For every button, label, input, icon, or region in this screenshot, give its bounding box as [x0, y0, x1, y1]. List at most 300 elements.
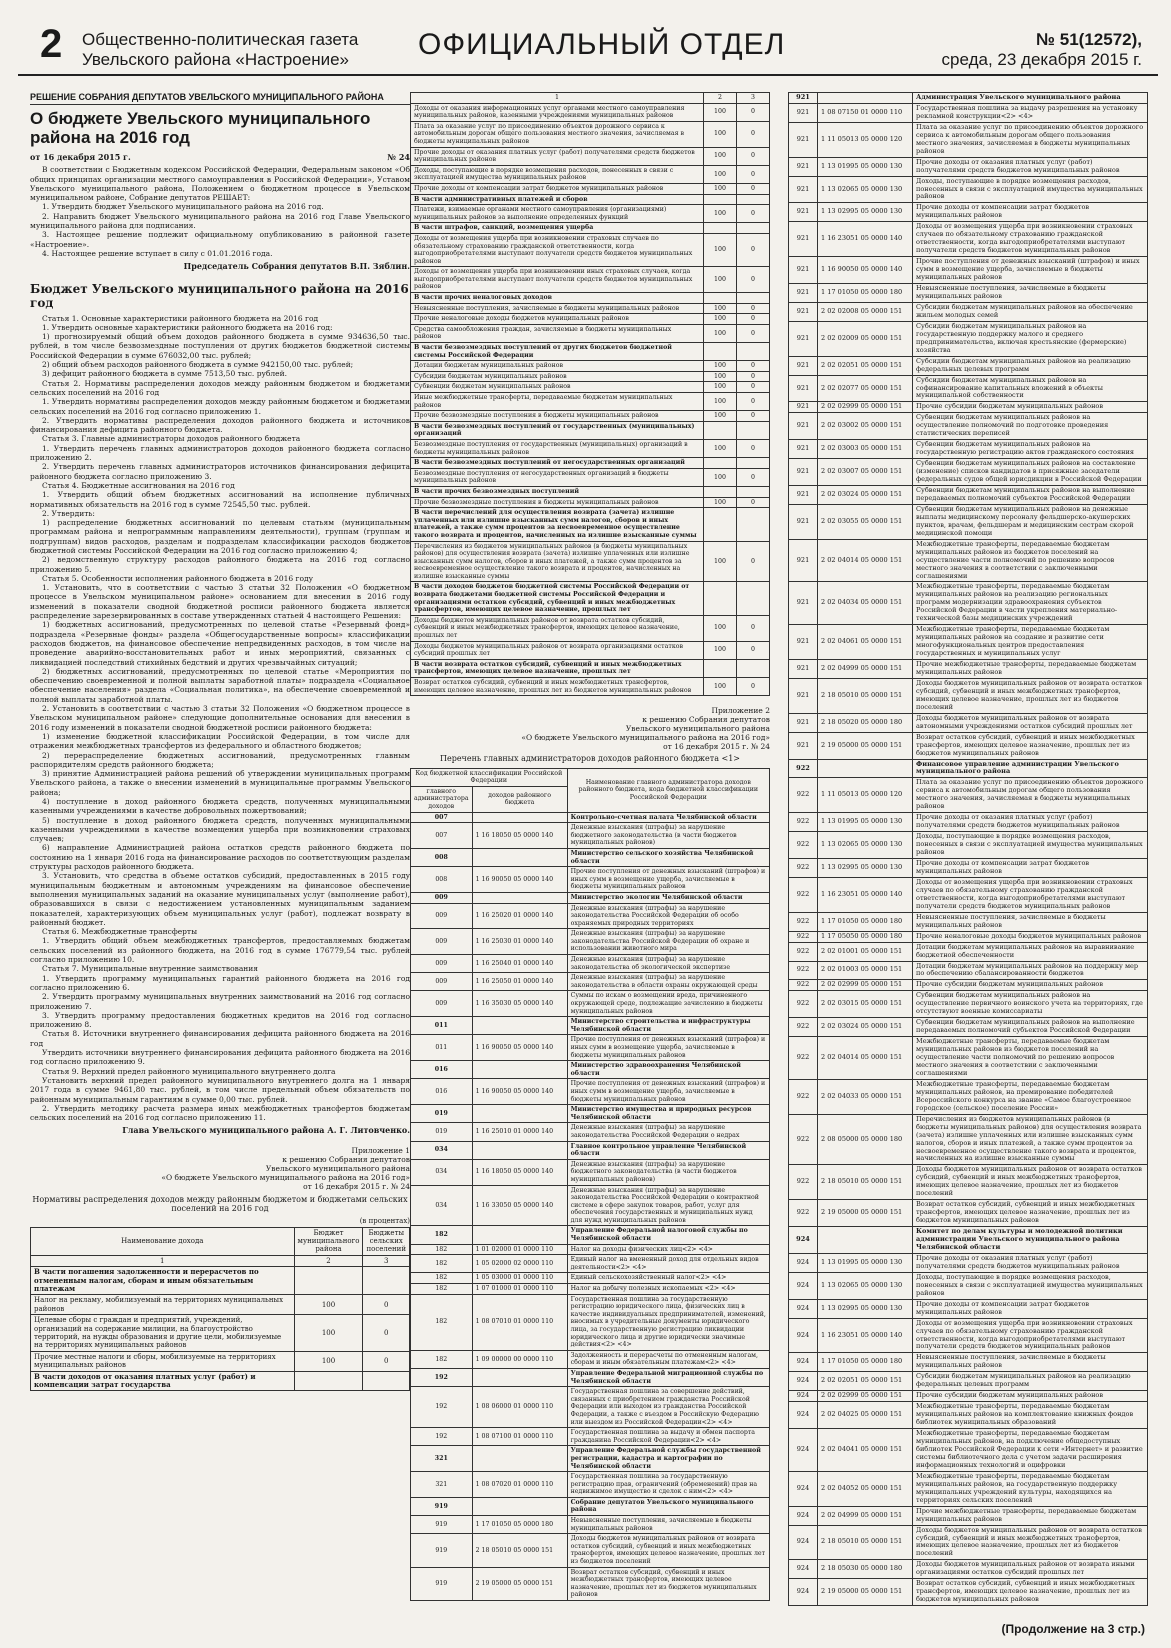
norms-colnum: 3 [363, 1255, 410, 1266]
income-code: 1 16 33050 05 0000 140 [472, 1185, 567, 1226]
income-name: Безвозмездные поступления от негосударственных организаций в бюджеты муниципальных районов [411, 468, 704, 486]
admin-name: Министерство сельского хозяйства Челябинской области [567, 848, 769, 866]
budget-title: Бюджет Увельского муниципального района на 2016 год [30, 281, 409, 310]
income-code: 1 16 25020 01 0000 140 [472, 903, 567, 929]
income-code: 2 18 05020 05 0000 180 [818, 713, 913, 732]
income-code: 2 02 04025 05 0000 151 [818, 1402, 913, 1429]
budget-paragraph: 1) бюджетных ассигнований, предусмотренных по целевой статье «Резервный фонд» подраздела «Резервные фонды» раздела «Общегосударственные вопросы» классификации расходов бюджетов, на финансовое обеспечение непредвиденных расходов, в том числе на проведение аварийно-восстановительных работ и иных мероприятий, связанных с ликвидацией последствий стихийных бедствий и других чрезвычайных ситуаций; [30, 620, 410, 667]
district-share: 100 [704, 497, 737, 508]
admin-name: Контрольно-счетная палата Челябинской области [567, 812, 769, 823]
admin-name: Прочие поступления от денежных взысканий (штрафов) и иных сумм в возмещение ущерба, зачисляемые в бюджеты муниципальных районов [567, 1079, 769, 1105]
admin-name: Доходы бюджетов муниципальных районов от возврата остатков субсидий, субвенций и иных межбюджетных трансфертов, имеющих целевое назначение, прошлых лет из бюджетов поселений [913, 1525, 1148, 1560]
admin-code: 921 [789, 485, 818, 504]
income-code: 2 18 05010 05 0000 151 [818, 1525, 913, 1560]
budget-paragraph: 2. Утвердить: [42, 508, 95, 518]
table-row [31, 1371, 410, 1391]
budget-paragraph: 1. Утвердить нормативы распределения доходов между районным бюджетом и бюджетами сельских поселений на 2016 год согласно приложению 1. [30, 397, 410, 416]
settlement-share: 0 [737, 165, 770, 183]
budget-paragraph: Статья 7. Муниципальные внутренние заимствования [42, 964, 259, 974]
admin-code: 009 [411, 892, 473, 903]
admin-code: 192 [411, 1428, 473, 1446]
income-code [472, 1141, 567, 1159]
budget-paragraph: Установить верхний предел районного муниципального внутреннего долга на 1 января 2017 года в сумме 9461,80 тыс. рублей, в том числе предельный объем обязательств по районным муниципальным гарантиям в сумме 0,00 тыс. рублей. [30, 1075, 410, 1104]
admin-name: Межбюджетные трансферты, передаваемые бюджетам муниципальных районов из бюджетов поселений на осуществление части полномочий по решению вопросов местного значения в соответствии с заключенными соглашениями [913, 1037, 1148, 1080]
table-row [789, 1506, 1148, 1525]
table-row [789, 356, 1148, 375]
table-row [789, 660, 1148, 679]
decision-number: № 24 [387, 152, 410, 162]
income-code: 1 16 25050 01 0000 140 [472, 973, 567, 991]
admin-code: 016 [411, 1079, 473, 1105]
table-row [411, 103, 770, 121]
admin-name: Субвенции бюджетам муниципальных районов на денежные выплаты медицинскому персоналу фельдшерско-акушерских пунктов, врачам, фельдшерам и медицинским сестрам скорой медицинской помощи [913, 504, 1148, 539]
admin-name: Субвенции бюджетам муниципальных районов на осуществление полномочий по подготовке проведения статистических переписей [913, 413, 1148, 440]
table-row [411, 641, 770, 659]
income-code: 1 16 25010 01 0000 140 [472, 1123, 567, 1141]
budget-paragraph: 1) распределение бюджетных ассигнований по целевым статьям (муниципальным программам района и непрограммным направлениям деятельности), группам (группам и подгруппам) видов расходов, разделам и подразделам классификации расходов бюджетов бюджетной системы Российской Федерации на 2016 год согласно приложению 4; [30, 518, 410, 555]
income-code: 2 18 05010 05 0000 151 [818, 678, 913, 713]
norms-header-settlements: Бюджеты сельских поселений [363, 1227, 410, 1255]
admin-code: 924 [789, 1272, 818, 1299]
admins-header-code: Код бюджетной классификации Российской Федерации [411, 768, 568, 786]
admin-name: Доходы бюджетов муниципальных районов от возврата остатков субсидий, субвенций и иных межбюджетных трансфертов, имеющих целевое назначение, прошлых лет из бюджетов поселений [913, 678, 1148, 713]
settlement-share [737, 458, 770, 469]
admin-name: Доходы от возмещения ущерба при возникновении страховых случаев по обязательному страхованию гражданской ответственности, когда выгодоприобретателями выступают получатели средств бюджетов муниципальных районов [913, 877, 1148, 912]
settlement-share: 0 [737, 382, 770, 393]
district-share [704, 421, 737, 439]
admin-code: 009 [411, 929, 473, 955]
table-row [411, 1226, 770, 1244]
table-row [789, 413, 1148, 440]
admin-name: Межбюджетные трансферты, передаваемые бюджетам муниципальных районов на создание и развитие сети многофункциональных центров предоставления государственных и муниципальных услуг [913, 625, 1148, 660]
district-share: 100 [704, 678, 737, 696]
income-name: Доходы бюджетов муниципальных районов от возврата остатков субсидий, субвенций и иных межбюджетных трансфертов, имеющих целевое назначение, прошлых лет [411, 615, 704, 641]
admin-code: 921 [789, 459, 818, 486]
admin-name: Министерство имущества и природных ресурсов Челябинской области [567, 1105, 769, 1123]
admin-code: 922 [789, 942, 818, 961]
district-share: 100 [294, 1351, 363, 1371]
table-row [789, 1353, 1148, 1372]
admin-code: 921 [789, 375, 818, 402]
annex2-caption-line: «О бюджете Увельского муниципального района на 2016 год» [521, 733, 770, 743]
table-row [789, 1402, 1148, 1429]
admin-code: 921 [789, 103, 818, 122]
annex1-caption-line: Увельского муниципального района [265, 1163, 410, 1173]
table-row [31, 1267, 410, 1295]
district-share: 100 [704, 303, 737, 314]
table-row [411, 205, 770, 223]
income-code: 2 02 02999 05 0000 151 [818, 1391, 913, 1402]
budget-paragraph: 2. Утвердить нормативы распределения доходов районного бюджета и источников финансирования дефицита районного бюджета. [30, 415, 410, 435]
income-code: 1 17 01050 05 0000 180 [818, 912, 913, 931]
income-code [472, 1061, 567, 1079]
admin-code: 921 [789, 122, 818, 157]
admin-code: 921 [789, 356, 818, 375]
income-code: 1 17 05050 05 0000 180 [818, 931, 913, 942]
table-row [411, 1185, 770, 1226]
admin-name: Доходы, поступающие в порядке возмещения расходов, понесенных в связи с эксплуатацией имущества муниципальных районов [913, 832, 1148, 859]
income-code: 2 02 03002 05 0000 151 [818, 413, 913, 440]
income-code: 1 16 25040 01 0000 140 [472, 955, 567, 973]
income-code: 2 19 05000 05 0000 151 [818, 732, 913, 759]
district-share: 100 [704, 121, 737, 147]
table-row [411, 1428, 770, 1446]
admin-name: Невыясненные поступления, зачисляемые в бюджеты муниципальных районов [913, 284, 1148, 303]
admin-code: 182 [411, 1294, 473, 1350]
newspaper-name [82, 30, 358, 70]
table-row [789, 103, 1148, 122]
settlement-share: 0 [737, 183, 770, 194]
admin-code: 009 [411, 903, 473, 929]
income-code: 1 16 90050 05 0000 140 [818, 257, 913, 284]
district-share: 100 [704, 439, 737, 457]
admin-code: 924 [789, 1560, 818, 1579]
table-row [789, 203, 1148, 222]
admin-name: Государственная пошлина за выдачу и обмен паспорта гражданина Российской Федерации<2> <4> [567, 1428, 769, 1446]
admin-code: 922 [789, 859, 818, 878]
admin-code: 924 [789, 1299, 818, 1318]
admin-name: Субвенции бюджетам муниципальных районов на составление (изменение) списков кандидатов в присяжные заседатели федеральных судов общей юрисдикции в Российской Федерации [913, 459, 1148, 486]
table-row [789, 1114, 1148, 1165]
table-row [411, 892, 770, 903]
admin-code: 182 [411, 1244, 473, 1255]
income-code: 1 08 06000 01 0000 110 [472, 1387, 567, 1428]
table-row [789, 625, 1148, 660]
settlement-share: 0 [737, 361, 770, 372]
income-code: 1 08 07150 01 0000 110 [818, 103, 913, 122]
table-row [411, 1516, 770, 1534]
income-code: 2 02 04033 05 0000 151 [818, 1079, 913, 1114]
admin-name: Главное контрольное управление Челябинской области [567, 1141, 769, 1159]
table-row [411, 1017, 770, 1035]
norms-table-body [411, 103, 770, 696]
district-share: 100 [704, 165, 737, 183]
income-code: 1 16 18050 05 0000 140 [472, 823, 567, 849]
income-code: 2 02 04014 05 0000 151 [818, 539, 913, 582]
norms-table-body [31, 1267, 410, 1391]
table-row [789, 1253, 1148, 1272]
table-row [411, 324, 770, 342]
income-code: 1 16 23051 05 0000 140 [818, 222, 913, 257]
table-row [411, 823, 770, 849]
district-share: 100 [704, 411, 737, 422]
table-row [411, 421, 770, 439]
district-share: 100 [704, 205, 737, 223]
admin-code: 921 [789, 302, 818, 321]
table-row [411, 955, 770, 973]
income-name: Платежи, взимаемые органами местного самоуправления (организациями) муниципальных районов за выполнение определенных функций [411, 205, 704, 223]
budget-paragraph: 3. Утвердить программу предоставления бюджетных кредитов на 2016 год согласно приложению 8. [30, 1010, 410, 1030]
income-code: 2 02 02999 05 0000 151 [818, 980, 913, 991]
income-code: 1 13 02065 05 0000 130 [818, 176, 913, 203]
annex2-caption [410, 706, 770, 751]
admin-code: 922 [789, 759, 818, 778]
admin-code: 182 [411, 1350, 473, 1368]
settlement-share [737, 508, 770, 541]
table-row [411, 183, 770, 194]
administrators-table-body [411, 812, 770, 1600]
admin-code: 924 [789, 1525, 818, 1560]
admin-name: Собрание депутатов Увельского муниципального района [567, 1497, 769, 1515]
admin-code: 924 [789, 1429, 818, 1472]
income-code: 2 02 04041 05 0000 151 [818, 1429, 913, 1472]
admin-name: Денежные взыскания (штрафы) за нарушение бюджетного законодательства (в части бюджетов муниципальных районов) [567, 1159, 769, 1185]
table-row [411, 267, 770, 293]
norms-header-name: Наименование дохода [31, 1227, 295, 1255]
table-row [31, 1315, 410, 1352]
admin-name: Управление Федеральной миграционной службы по Челябинской области [567, 1368, 769, 1386]
income-code [472, 1105, 567, 1123]
table-row [411, 1105, 770, 1123]
annex2-caption-line: Приложение 2 [711, 706, 770, 716]
admin-code: 321 [411, 1446, 473, 1472]
norms-table-continued [410, 92, 770, 696]
income-code: 1 08 07020 01 0000 110 [472, 1472, 567, 1498]
admin-name: Единый налог на вмененный доход для отдельных видов деятельности<2> <4> [567, 1255, 769, 1273]
table-row [789, 1372, 1148, 1391]
admin-code: 924 [789, 1253, 818, 1272]
table-row [411, 1159, 770, 1185]
income-name: В части перечислений для осуществления возврата (зачета) излишне уплаченных или излишне взысканных сумм налогов, сборов и иных платежей, а также сумм процентов за несвоевременное осуществление такого возврата и процентов, начисленных на излишне взысканные суммы [411, 508, 704, 541]
budget-paragraph: Утвердить источники внутреннего финансирования дефицита районного бюджета на 2016 год согласно приложению 9. [30, 1048, 410, 1067]
admin-name: Прочие доходы от оказания платных услуг (работ) получателями средств бюджетов муниципальных районов [913, 813, 1148, 832]
settlement-share: 0 [737, 615, 770, 641]
table-row [411, 147, 770, 165]
table-row [411, 1368, 770, 1386]
income-code: 2 02 03055 05 0000 151 [818, 504, 913, 539]
admin-code: 922 [789, 1200, 818, 1227]
admin-name: Плата за оказание услуг по присоединению объектов дорожного сервиса к автомобильным дорогам общего пользования местного значения, зачисляемая в бюджеты муниципальных районов [913, 778, 1148, 813]
norms-colnum: 1 [31, 1255, 295, 1266]
settlement-share: 0 [737, 147, 770, 165]
table-row [789, 813, 1148, 832]
income-code: 1 13 02995 05 0000 130 [818, 859, 913, 878]
income-name: Доходы от возмещения ущерба при возникновении иных страховых случаев, когда выгодоприобретателями выступают получатели средств бюджетов муниципальных районов [411, 267, 704, 293]
budget-paragraph: Статья 8. Источники внутреннего финансирования дефицита районного бюджета на 2016 год [30, 1029, 410, 1048]
income-code [818, 93, 913, 104]
income-name: Перечисления из бюджетов муниципальных районов (в бюджеты муниципальных районов) для осуществления возврата (зачета) излишне уплаченных или излишне взысканных сумм налогов, сборов и иных платежей, а также сумм процентов за несвоевременное осуществление такого возврата и процентов, начисленных на излишне взысканные суммы [411, 541, 704, 582]
chairman-signature: Председатель Собрания депутатов В.П. Зяблин. [183, 261, 410, 272]
income-name: В части погашения задолженности и перерасчетов по отмененным налогам, сборам и иным обязательным платежам [31, 1267, 295, 1295]
income-code [472, 1017, 567, 1035]
district-share [704, 458, 737, 469]
district-share: 100 [704, 393, 737, 411]
income-code: 1 11 05013 05 0000 120 [818, 122, 913, 157]
admin-code: 921 [789, 203, 818, 222]
income-code: 2 02 03024 05 0000 151 [818, 1018, 913, 1037]
income-name: В части прочих неналоговых доходов [411, 293, 704, 304]
budget-paragraph: 2. Утвердить перечень главных администраторов источников финансирования дефицита районного бюджета согласно приложению 3. [30, 462, 410, 481]
admin-name: Министерство здравоохранения Челябинской области [567, 1061, 769, 1079]
settlement-share [737, 223, 770, 234]
settlement-share: 0 [737, 103, 770, 121]
income-code: 2 02 03003 05 0000 151 [818, 440, 913, 459]
district-share: 100 [704, 314, 737, 325]
annex1-units: (в процентах) [359, 1217, 410, 1226]
budget-paragraph: Статья 2. Нормативы распределения доходов между районным бюджетом и бюджетами сельских поселений на 2016 год [30, 378, 410, 397]
district-share: 100 [704, 371, 737, 382]
table-row [411, 1079, 770, 1105]
income-name: В части безвозмездных поступлений от государственных (муниципальных) организаций [411, 421, 704, 439]
admin-name: Субсидии бюджетам муниципальных районов на реализацию федеральных целевых программ [913, 1372, 1148, 1391]
table-row [411, 508, 770, 541]
table-row [411, 1123, 770, 1141]
settlement-share [737, 343, 770, 361]
table-row [411, 903, 770, 929]
admin-code: 922 [789, 1114, 818, 1165]
table-row [411, 848, 770, 866]
table-row [789, 732, 1148, 759]
admin-name: Прочие неналоговые доходы бюджетов муниципальных районов [913, 931, 1148, 942]
income-code: 2 02 01003 05 0000 151 [818, 961, 913, 980]
table-row [411, 678, 770, 696]
settlement-share: 0 [737, 121, 770, 147]
admin-name: Комитет по делам культуры и молодежной политики администрации Увельского муниципального района Челябинской области [913, 1227, 1148, 1254]
administrators-table-body [789, 93, 1148, 1606]
decision-paragraph: 3. Настоящее решение подлежит официальному опубликованию в районной газете «Настроение». [30, 230, 410, 249]
budget-paragraph: 1. Утвердить программу муниципальных гарантий районного бюджета на 2016 год согласно приложению 6. [30, 973, 410, 992]
settlement-share: 0 [737, 497, 770, 508]
admin-code: 921 [789, 93, 818, 104]
admin-code: 922 [789, 813, 818, 832]
admin-name: Единый сельскохозяйственный налог<2> <4> [567, 1273, 769, 1284]
budget-paragraph: 2) бюджетных ассигнований, предусмотренных по целевой статье «Мероприятия по обеспечению своевременной и полной выплаты заработной платы» подраздела «Социальное обеспечение населения» раздела «Социальная политика», на обеспечение своевременной и полной выплаты заработной платы. [30, 666, 410, 704]
table-row [789, 222, 1148, 257]
table-row [411, 393, 770, 411]
admin-name: Доходы бюджетов муниципальных районов от возврата иными организациями остатков субсидий прошлых лет [913, 1560, 1148, 1579]
admin-name: Налог на добычу полезных ископаемых <2> <4> [567, 1284, 769, 1295]
admin-code: 182 [411, 1226, 473, 1244]
budget-paragraph: 5) поступление в доход районного бюджета средств, полученных муниципальными казенными учреждениями в качестве возмещения ущерба при возникновении страховых случаев; [30, 815, 410, 844]
income-code: 2 18 05030 05 0000 180 [818, 1560, 913, 1579]
table-row [411, 659, 770, 677]
table-row [789, 1579, 1148, 1606]
budget-paragraph: 3. Установить, что средства в объеме остатков субсидий, предоставленных в 2015 году муниципальным бюджетным и автономным учреждениям на финансовое обеспечение выполнения муниципальных заданий на оказание муниципальных услуг (выполнение работ), образовавшихся в связи с недостижением установленных муниципальным заданием показателей, характеризующих объем муниципальных услуг (работ), подлежат возврату в районный бюджет. [30, 871, 410, 927]
district-share: 100 [294, 1315, 363, 1352]
admin-name: Дотации бюджетам муниципальных районов на выравнивание бюджетной обеспеченности [913, 942, 1148, 961]
table-row [789, 1429, 1148, 1472]
masthead [18, 22, 1158, 76]
admin-name: Невыясненные поступления, зачисляемые в бюджеты муниципальных районов [913, 912, 1148, 931]
admin-name: Межбюджетные трансферты, передаваемые бюджетам муниципальных районов, на премирование победителей Всероссийского конкурса на звание «Самое благоустроенное городское (сельское) поселение России» [913, 1079, 1148, 1114]
income-name: В части безвозмездных поступлений от негосударственных организаций [411, 458, 704, 469]
admin-code: 921 [789, 678, 818, 713]
admin-code: 034 [411, 1141, 473, 1159]
admin-name: Прочие поступления от денежных взысканий (штрафов) и иных сумм в возмещение ущерба, зачисляемые в бюджеты муниципальных районов [567, 867, 769, 893]
settlement-share: 0 [737, 439, 770, 457]
income-name: Невыясненные поступления, зачисляемые в бюджеты муниципальных районов [411, 303, 704, 314]
budget-paragraph: 2) общий объем расходов районного бюджета в сумме 942150,00 тыс. рублей; [42, 360, 354, 370]
income-name: Иные межбюджетные трансферты, передаваемые бюджетам муниципальных районов [411, 393, 704, 411]
admin-name: Государственная пошлина за государственную регистрацию прав, ограничений (обременений) прав на недвижимое имущество и сделок с ним<2> <4> [567, 1472, 769, 1498]
table-row [411, 1446, 770, 1472]
table-row [411, 1061, 770, 1079]
section-title: ОФИЦИАЛЬНЫЙ ОТДЕЛ [418, 28, 786, 61]
income-code: 2 02 02051 05 0000 151 [818, 1372, 913, 1391]
settlement-share: 0 [737, 678, 770, 696]
decision-paragraph: 2. Направить бюджет Увельского муниципального района на 2016 год Главе Увельского муниципального района для подписания. [30, 211, 410, 231]
table-row [411, 439, 770, 457]
settlement-share: 0 [737, 641, 770, 659]
annex2-caption-line: Увельского муниципального района [625, 724, 770, 734]
district-share [704, 582, 737, 615]
admin-name: Субсидии бюджетам муниципальных районов на реализацию федеральных целевых программ [913, 356, 1148, 375]
table-row [411, 1387, 770, 1428]
admin-code: 922 [789, 931, 818, 942]
norms-colnum: 2 [704, 93, 737, 104]
admin-code: 921 [789, 157, 818, 176]
table-row [789, 1560, 1148, 1579]
income-code: 2 02 04014 05 0000 151 [818, 1037, 913, 1080]
admin-name: Прочие поступления от денежных взысканий (штрафов) и иных сумм в возмещение ущерба, зачисляемые в бюджеты муниципальных районов [567, 1035, 769, 1061]
income-code: 1 16 18050 05 0000 140 [472, 1159, 567, 1185]
admin-name: Денежные взыскания (штрафы) за нарушение законодательства Российской Федерации о недрах [567, 1123, 769, 1141]
admin-code: 009 [411, 955, 473, 973]
annex1-caption-line: к решению Собрания депутатов [282, 1154, 410, 1164]
admin-name: Субсидии бюджетам муниципальных районов на софинансирование капитальных вложений в объекты муниципальной собственности [913, 375, 1148, 402]
table-row [789, 678, 1148, 713]
annex1-caption-line: «О бюджете Увельского муниципального района на 2016 год» [161, 1172, 410, 1182]
admin-name: Управление Федеральной налоговой службы по Челябинской области [567, 1226, 769, 1244]
table-row [789, 1471, 1148, 1506]
settlement-share: 0 [737, 267, 770, 293]
district-share [704, 293, 737, 304]
income-code: 2 19 05000 05 0000 151 [472, 1567, 567, 1600]
budget-paragraph: 2) ведомственную структуру расходов районного бюджета на 2016 год согласно приложению 5. [30, 555, 410, 574]
settlement-share: 0 [737, 303, 770, 314]
admin-code: 034 [411, 1159, 473, 1185]
table-row [411, 371, 770, 382]
budget-paragraph: Статья 6. Межбюджетные трансферты [42, 927, 198, 937]
admin-code: 192 [411, 1387, 473, 1428]
table-row [411, 293, 770, 304]
admin-name: Доходы, поступающие в порядке возмещения расходов, понесенных в связи с эксплуатацией имущества муниципальных районов [913, 1272, 1148, 1299]
admin-code: 924 [789, 1506, 818, 1525]
table-row [789, 1318, 1148, 1353]
settlement-share: 0 [363, 1351, 410, 1371]
admin-name: Государственная пошлина за государственную регистрацию юридического лица, физических лиц в качестве индивидуальных предпринимателей, изменений, вносимых в учредительные документы юридического лица, за государственную регистрацию ликвидации юридического лица и другие юридически значимые действия<2> <4> [567, 1294, 769, 1350]
settlement-share [737, 293, 770, 304]
district-share: 100 [704, 324, 737, 342]
table-row [789, 157, 1148, 176]
table-row [411, 361, 770, 372]
table-row [789, 440, 1148, 459]
settlement-share: 0 [737, 468, 770, 486]
admin-name: Субвенции бюджетам муниципальных районов на выполнение передаваемых полномочий субъектов Российской Федерации [913, 1018, 1148, 1037]
table-row [789, 284, 1148, 303]
article-kicker: РЕШЕНИЕ СОБРАНИЯ ДЕПУТАТОВ УВЕЛЬСКОГО МУНИЦИПАЛЬНОГО РАЙОНА [30, 92, 410, 105]
table-row [789, 257, 1148, 284]
income-name: В части прочих безвозмездных поступлений [411, 486, 704, 497]
income-name: Субвенции бюджетам муниципальных районов [411, 382, 704, 393]
admin-name: Возврат остатков субсидий, субвенций и иных межбюджетных трансфертов, имеющих целевое назначение, прошлых лет из бюджетов муниципальных районов [913, 1200, 1148, 1227]
table-row [31, 1351, 410, 1371]
table-row [789, 402, 1148, 413]
table-row [789, 176, 1148, 203]
district-share: 100 [294, 1295, 363, 1315]
table-row [411, 1255, 770, 1273]
table-row [789, 859, 1148, 878]
admin-name: Межбюджетные трансферты, передаваемые бюджетам муниципальных районов, на подключение общедоступных библиотек Российской Федерации к сети «Интернет» и развитие системы библиотечного дела с учетом задачи расширения информационных технологий и оцифровки [913, 1429, 1148, 1472]
admin-name: Денежные взыскания (штрафы) за нарушение бюджетного законодательства (в части бюджетов муниципальных районов) [567, 823, 769, 849]
income-code: 2 02 02051 05 0000 151 [818, 356, 913, 375]
decision-date: от 16 декабря 2015 г. [30, 152, 131, 162]
admin-name: Субвенции бюджетам муниципальных районов на осуществление первичного воинского учета на территориях, где отсутствуют военные комиссариаты [913, 991, 1148, 1018]
admin-code: 182 [411, 1255, 473, 1273]
income-code: 1 07 01000 01 0000 110 [472, 1284, 567, 1295]
annex2-title: Перечень главных администраторов доходов районного бюджета <1> [439, 754, 741, 764]
income-code [818, 759, 913, 778]
